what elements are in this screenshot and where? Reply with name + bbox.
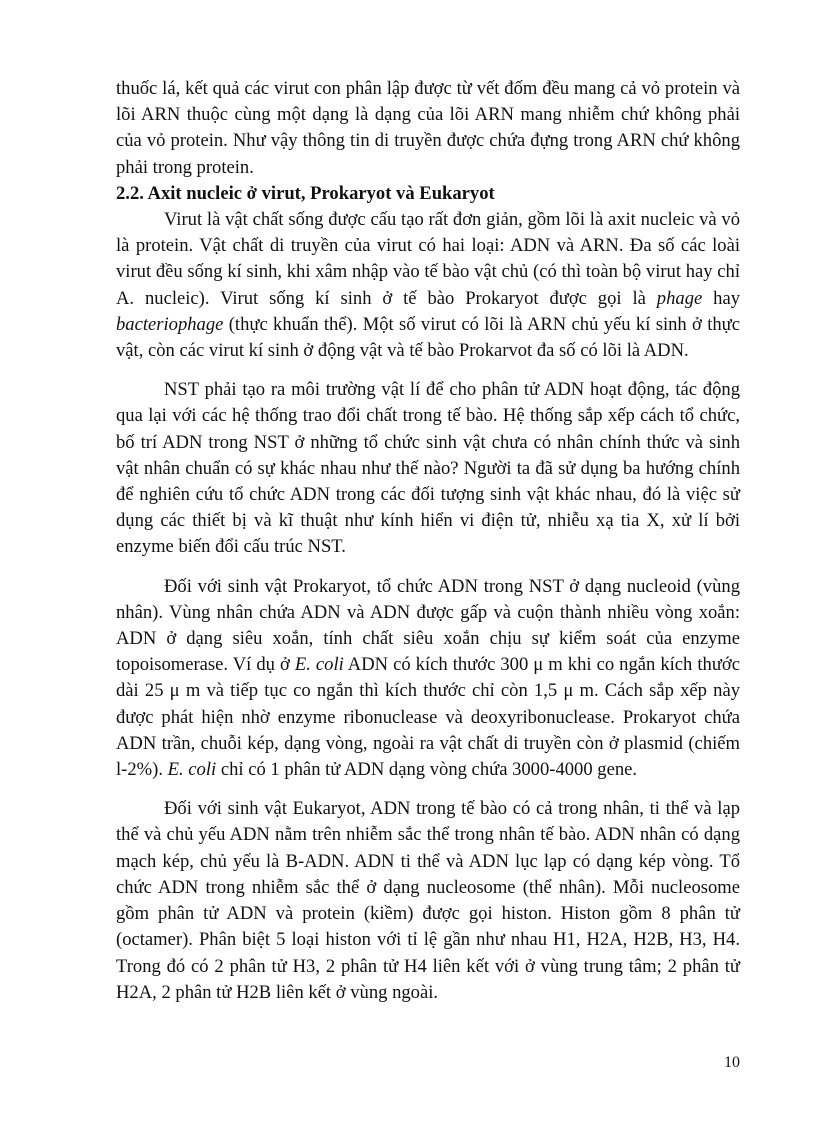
term-ecoli-2: E. coli [167, 759, 217, 781]
section-heading: 2.2. Axit nucleic ở virut, Prokaryot và Eukaryot [116, 182, 495, 204]
term-ecoli: E. coli [294, 654, 344, 676]
paragraph-virus-text-b: hay [702, 287, 740, 309]
page-number: 10 [724, 1054, 740, 1071]
page-content [116, 76, 740, 1006]
paragraph-nst: NST phải tạo ra môi trường vật lí để cho phân tử ADN hoạt động, tác động qua lại với các hệ thống trao đổi chất trong tế bào. Hệ thống sắp xếp cách tổ chức, bố trí ADN trong NST ở những tổ chức sinh vật chưa có nhân chính thức và sinh vật nhân chuẩn có sự khác nhau như thế nào? Người ta đã sử dụng ba hướng chính để nghiên cứu tổ chức ADN trong các đối tượng sinh vật khác nhau, đó là việc sử dụng các thiết bị và kĩ thuật như kính hiển vi điện tử, nhiễu xạ tia X, xử lí bởi enzyme biến đổi cấu trúc NST. [116, 379, 740, 558]
paragraph-eukaryot: Đối với sinh vật Eukaryot, ADN trong tế bào có cả trong nhân, ti thể và lạp thể và chủ yếu ADN nằm trên nhiễm sắc thể trong nhân tế bào. ADN nhân có dạng mạch kép, chủ yếu là B-ADN. ADN ti thể và ADN lục lạp có dạng kép vòng. Tổ chức ADN trong nhiễm sắc thể ở dạng nucleosome (thể nhân). Mỗi nucleosome gồm phân tử ADN và protein (kiềm) được gọi histon. Histon gồm 8 phân tử (octamer). Phân biệt 5 loại histon với tỉ lệ gần như nhau H1, H2A, H2B, H3, H4. Trong đó có 2 phân tử H3, 2 phân tử H4 liên kết với ở vùng trung tâm; 2 phân tử H2A, 2 phân tử H2B liên kết ở vùng ngoài. [116, 798, 740, 1003]
paragraph-prokaryot [116, 574, 740, 784]
term-phage: phage [656, 287, 703, 309]
paragraph-virus [116, 207, 740, 364]
paragraph-prokaryot-text-b: ADN có kích thước 300 μ m khi co ngắn kích thước dài 25 μ m và tiếp tục co ngắn thì kích thước chỉ còn 1,5 μ m. Cách sắp xếp này được phát hiện nhờ enzyme ribonuclease và deoxyribonuclease. Prokaryot chứa ADN trần, chuỗi kép, dạng vòng, ngoài ra vật chất di truyền còn ở plasmid (chiếm l-2%). [116, 654, 740, 781]
paragraph-prokaryot-text-c: chỉ có 1 phân tử ADN dạng vòng chứa 3000-4000 gene. [216, 759, 638, 781]
term-bacteriophage: bacteriophage [116, 313, 224, 335]
paragraph-virus-text-c: (thực khuẩn thể). Một số virut có lõi là ARN chủ yếu kí sinh ở thực vật, còn các virut kí sinh ở động vật và tế bào Prokarvot đa số có lõi là ADN. [116, 313, 740, 362]
intro-paragraph: thuốc lá, kết quả các virut con phân lập được từ vết đốm đều mang cả vỏ protein và lõi ARN thuộc cùng một dạng là dạng của lõi ARN mang nhiễm chứ không phải của vỏ protein. Như vậy thông tin di truyền được chứa đựng trong ARN chứ không phải trong protein. [116, 78, 740, 178]
paragraph-prokaryot-text-a: Đối với sinh vật Prokaryot, tổ chức ADN trong NST ở dạng nucleoid (vùng nhân). Vùng nhân chứa ADN và ADN được gấp và cuộn thành nhiều vòng xoắn: ADN ở dạng siêu xoắn, tính chất siêu xoắn chịu sự kiểm soát của enzyme topoisomerase. Ví dụ ở [116, 575, 740, 676]
paragraph-virus-text-a: Virut là vật chất sống được cấu tạo rất đơn giản, gồm lõi là axit nucleic và vỏ là protein. Vật chất di truyền của virut có hai loại: ADN và ARN. Đa số các loài virut đều sống kí sinh, khi xâm nhập vào tế bào vật chủ (có thì toàn bộ virut hay chỉ A. nucleic). Virut sống kí sinh ở tế bào Prokaryot được gọi là [116, 209, 740, 309]
